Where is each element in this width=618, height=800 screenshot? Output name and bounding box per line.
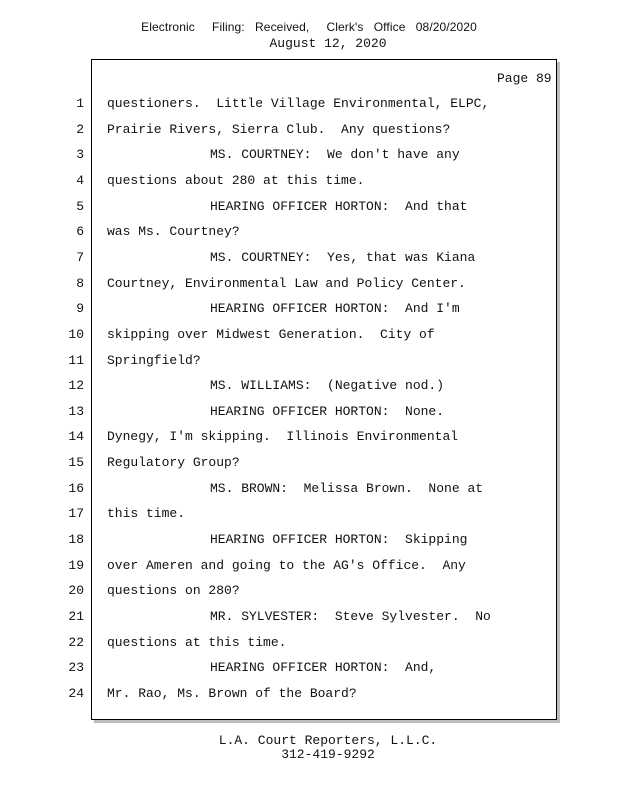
line-number: 8 — [76, 276, 84, 291]
line-number: 22 — [68, 635, 84, 650]
transcript-line: MS. BROWN: Melissa Brown. None at — [210, 481, 484, 496]
line-number: 21 — [68, 609, 84, 624]
transcript-line: this time. — [107, 506, 186, 521]
transcript-line: Courtney, Environmental Law and Policy Center. — [107, 276, 466, 291]
line-number: 6 — [76, 224, 84, 239]
line-number: 7 — [76, 250, 84, 265]
transcript-line: skipping over Midwest Generation. City of — [107, 327, 435, 342]
page-number: Page 89 — [497, 71, 552, 86]
line-number: 13 — [68, 404, 84, 419]
line-number: 17 — [68, 506, 84, 521]
hearing-date: August 12, 2020 — [269, 36, 387, 51]
line-number: 20 — [68, 583, 84, 598]
transcript-line: questions at this time. — [107, 635, 287, 650]
transcript-line: HEARING OFFICER HORTON: None. — [210, 404, 445, 419]
transcript-line: HEARING OFFICER HORTON: And I'm — [210, 301, 460, 316]
transcript-line: questioners. Little Village Environmental, ELPC, — [107, 96, 490, 111]
line-number: 5 — [76, 199, 84, 214]
footer-company: L.A. Court Reporters, L.L.C. — [218, 733, 438, 748]
line-number: 19 — [68, 558, 84, 573]
line-number: 9 — [76, 301, 84, 316]
transcript-line: MS. WILLIAMS: (Negative nod.) — [210, 378, 445, 393]
line-number: 12 — [68, 378, 84, 393]
transcript-line: over Ameren and going to the AG's Office. Any — [107, 558, 466, 573]
transcript-line: HEARING OFFICER HORTON: And, — [210, 660, 437, 675]
footer-phone: 312-419-9292 — [281, 747, 375, 762]
line-number: 11 — [68, 353, 84, 368]
line-number: 2 — [76, 122, 84, 137]
transcript-line: MR. SYLVESTER: Steve Sylvester. No — [210, 609, 491, 624]
transcript-line: MS. COURTNEY: Yes, that was Kiana — [210, 250, 476, 265]
transcript-line: HEARING OFFICER HORTON: And that — [210, 199, 468, 214]
transcript-line: Springfield? — [107, 353, 201, 368]
transcript-line: questions on 280? — [107, 583, 240, 598]
transcript-line: MS. COURTNEY: We don't have any — [210, 147, 460, 162]
transcript-line: Prairie Rivers, Sierra Club. Any questions? — [107, 122, 451, 137]
transcript-line: questions about 280 at this time. — [107, 173, 365, 188]
transcript-line: was Ms. Courtney? — [107, 224, 240, 239]
filing-stamp: Electronic Filing: Received, Clerk's Office 08/20/2020 — [141, 20, 477, 34]
line-number: 15 — [68, 455, 84, 470]
line-number: 24 — [68, 686, 84, 701]
transcript-line: Dynegy, I'm skipping. Illinois Environmental — [107, 429, 459, 444]
line-number: 18 — [68, 532, 84, 547]
line-number: 1 — [76, 96, 84, 111]
line-number: 3 — [76, 147, 84, 162]
transcript-line: HEARING OFFICER HORTON: Skipping — [210, 532, 468, 547]
line-number: 14 — [68, 429, 84, 444]
line-number: 23 — [68, 660, 84, 675]
line-number: 16 — [68, 481, 84, 496]
line-number: 4 — [76, 173, 84, 188]
transcript-line: Regulatory Group? — [107, 455, 240, 470]
line-number: 10 — [68, 327, 84, 342]
transcript-line: Mr. Rao, Ms. Brown of the Board? — [107, 686, 357, 701]
